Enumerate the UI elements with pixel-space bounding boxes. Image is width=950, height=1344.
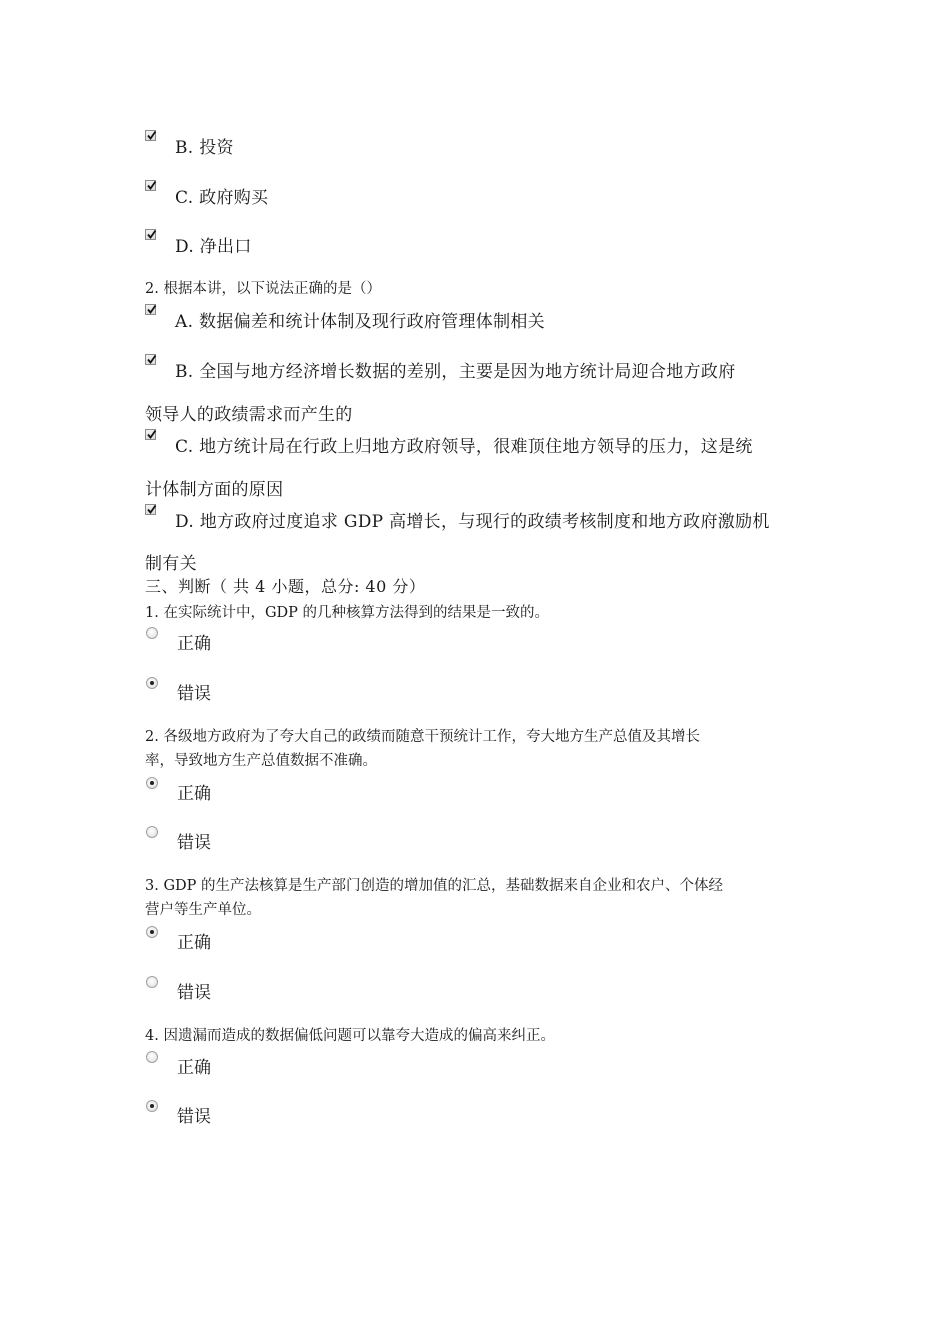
option-q2-a: A. 数据偏差和统计体制及现行政府管理体制相关 [175,312,545,332]
radio-judge-2-false[interactable] [146,826,158,838]
radio-judge-1-true[interactable] [146,627,158,639]
checkbox-prev-b[interactable] [145,130,156,141]
option-q2-b-line2: 领导人的政绩需求而产生的 [145,405,353,425]
checkbox-prev-d[interactable] [145,229,156,240]
judge-4-true-label: 正确 [177,1058,211,1078]
radio-judge-4-true[interactable] [146,1051,158,1063]
judge-3-true-label: 正确 [177,933,211,953]
option-prev-b: B. 投资 [175,138,234,158]
checkbox-q2-b[interactable] [145,354,156,365]
radio-judge-3-false[interactable] [146,976,158,988]
judge-2-text-line2: 率，导致地方生产总值数据不准确。 [145,753,377,769]
judge-1-true-label: 正确 [177,634,211,654]
option-q2-d-line1: D. 地方政府过度追求 GDP 高增长，与现行的政绩考核制度和地方政府激励机 [175,512,770,532]
judge-2-text-line1: 2. 各级地方政府为了夸大自己的政绩而随意干预统计工作，夸大地方生产总值及其增长 [145,729,700,745]
option-prev-c: C. 政府购买 [175,188,269,208]
question-2-text: 2. 根据本讲，以下说法正确的是（） [145,281,381,297]
option-prev-d: D. 净出口 [175,237,252,257]
checkbox-q2-d[interactable] [145,504,156,515]
judge-2-true-label: 正确 [177,784,211,804]
option-q2-d-line2: 制有关 [145,554,197,574]
checkbox-prev-c[interactable] [145,180,156,191]
judge-4-false-label: 错误 [177,1107,211,1127]
judge-3-text-line2: 营户等生产单位。 [145,902,261,918]
judge-2-false-label: 错误 [177,833,211,853]
checkbox-q2-a[interactable] [145,304,156,315]
radio-judge-1-false[interactable] [146,677,158,689]
checkbox-q2-c[interactable] [145,429,156,440]
radio-judge-2-true[interactable] [146,777,158,789]
judge-1-false-label: 错误 [177,684,211,704]
option-q2-c-line1: C. 地方统计局在行政上归地方政府领导，很难顶住地方领导的压力，这是统 [175,437,753,457]
option-q2-c-line2: 计体制方面的原因 [145,480,284,500]
radio-judge-4-false[interactable] [146,1100,158,1112]
judge-1-text: 1. 在实际统计中，GDP 的几种核算方法得到的结果是一致的。 [145,605,550,621]
section-title: 三、判断（ 共 4 小题，总分: 40 分） [145,577,426,596]
judge-3-text-line1: 3. GDP 的生产法核算是生产部门创造的增加值的汇总，基础数据来自企业和农户、个体经 [145,878,724,894]
option-q2-b-line1: B. 全国与地方经济增长数据的差别，主要是因为地方统计局迎合地方政府 [175,362,736,382]
judge-3-false-label: 错误 [177,983,211,1003]
judge-4-text: 4. 因遗漏而造成的数据偏低问题可以靠夸大造成的偏高来纠正。 [145,1028,555,1044]
radio-judge-3-true[interactable] [146,926,158,938]
